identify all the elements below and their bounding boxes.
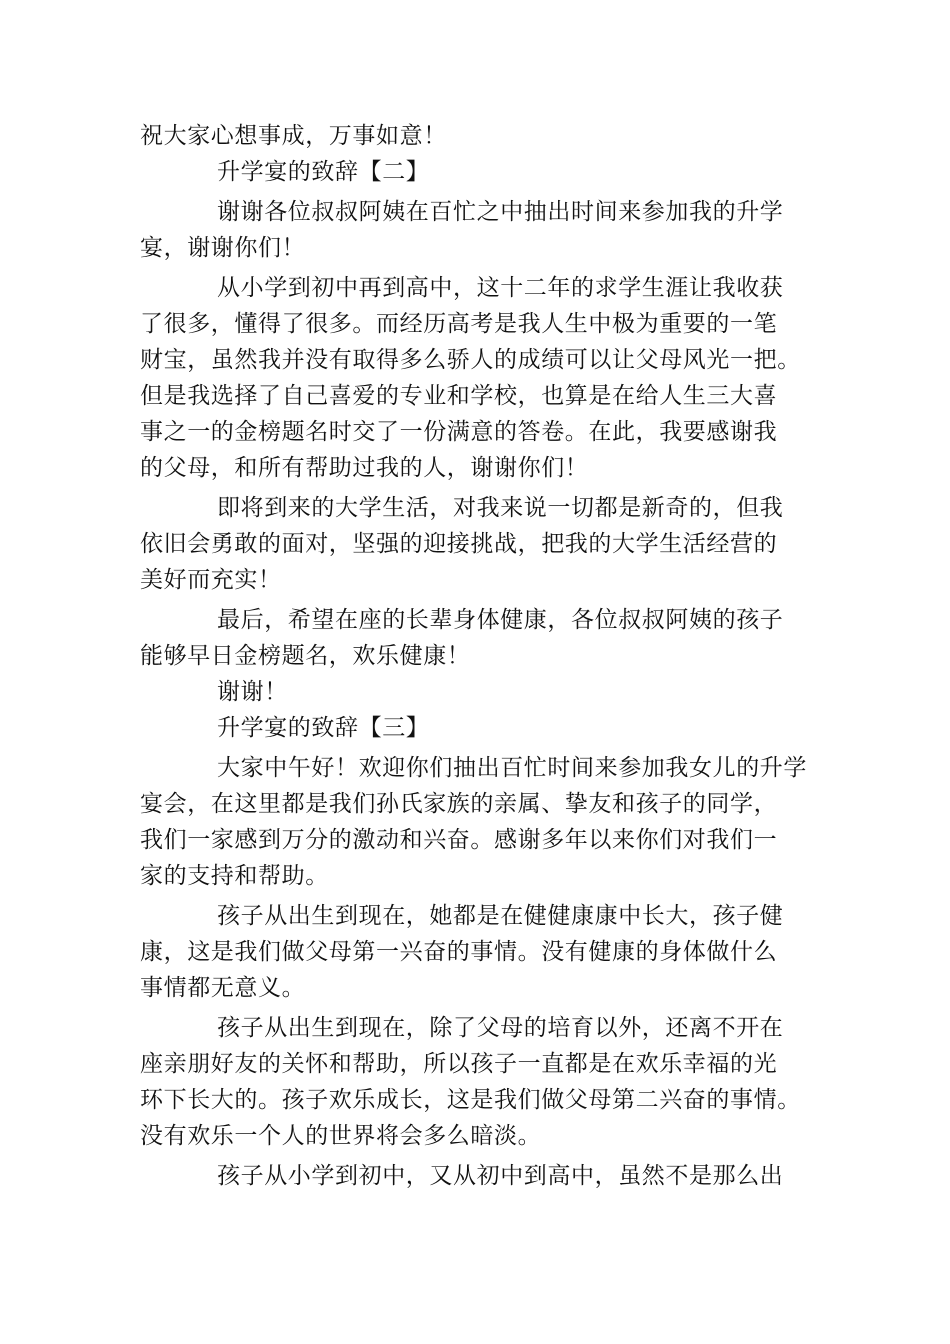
text-line: 能够早日金榜题名，欢乐健康！	[140, 643, 471, 669]
text-line: 宴会，在这里都是我们孙氏家族的亲属、挚友和孩子的同学，	[140, 791, 778, 817]
text-line: 孩子从小学到初中，又从初中到高中，虽然不是那么出	[217, 1163, 784, 1189]
text-line: 事情都无意义。	[140, 975, 306, 1001]
text-line: 没有欢乐一个人的世界将会多么暗淡。	[140, 1123, 542, 1149]
text-line: 但是我选择了自己喜爱的专业和学校，也算是在给人生三大喜	[140, 383, 778, 409]
text-line: 康，这是我们做父母第一兴奋的事情。没有健康的身体做什么	[140, 939, 778, 965]
section-heading-2: 升学宴的致辞【二】	[217, 159, 430, 185]
text-line: 家的支持和帮助。	[140, 863, 329, 889]
text-line: 孩子从出生到现在，除了父母的培育以外，还离不开在	[217, 1015, 784, 1041]
text-line: 谢谢！	[217, 679, 288, 705]
text-line: 了很多，懂得了很多。而经历高考是我人生中极为重要的一笔	[140, 311, 778, 337]
section-heading-3: 升学宴的致辞【三】	[217, 715, 430, 741]
text-line: 宴，谢谢你们！	[140, 235, 306, 261]
text-line: 财宝，虽然我并没有取得多么骄人的成绩可以让父母风光一把。	[140, 347, 801, 373]
text-line: 从小学到初中再到高中，这十二年的求学生涯让我收获	[217, 275, 784, 301]
text-line: 事之一的金榜题名时交了一份满意的答卷。在此，我要感谢我	[140, 419, 778, 445]
text-line: 的父母，和所有帮助过我的人，谢谢你们！	[140, 455, 589, 481]
text-line: 座亲朋好友的关怀和帮助，所以孩子一直都是在欢乐幸福的光	[140, 1051, 778, 1077]
text-line: 祝大家心想事成，万事如意！	[140, 123, 447, 149]
text-line: 孩子从出生到现在，她都是在健健康康中长大，孩子健	[217, 903, 784, 929]
text-line: 依旧会勇敢的面对，坚强的迎接挑战，把我的大学生活经营的	[140, 531, 778, 557]
text-line: 大家中午好！欢迎你们抽出百忙时间来参加我女儿的升学	[217, 755, 807, 781]
text-line: 即将到来的大学生活，对我来说一切都是新奇的，但我	[217, 495, 784, 521]
text-line: 最后，希望在座的长辈身体健康，各位叔叔阿姨的孩子	[217, 607, 784, 633]
text-line: 我们一家感到万分的激动和兴奋。感谢多年以来你们对我们一	[140, 827, 778, 853]
text-line: 环下长大的。孩子欢乐成长，这是我们做父母第二兴奋的事情。	[140, 1087, 801, 1113]
text-line: 美好而充实！	[140, 567, 282, 593]
text-line: 谢谢各位叔叔阿姨在百忙之中抽出时间来参加我的升学	[217, 199, 784, 225]
